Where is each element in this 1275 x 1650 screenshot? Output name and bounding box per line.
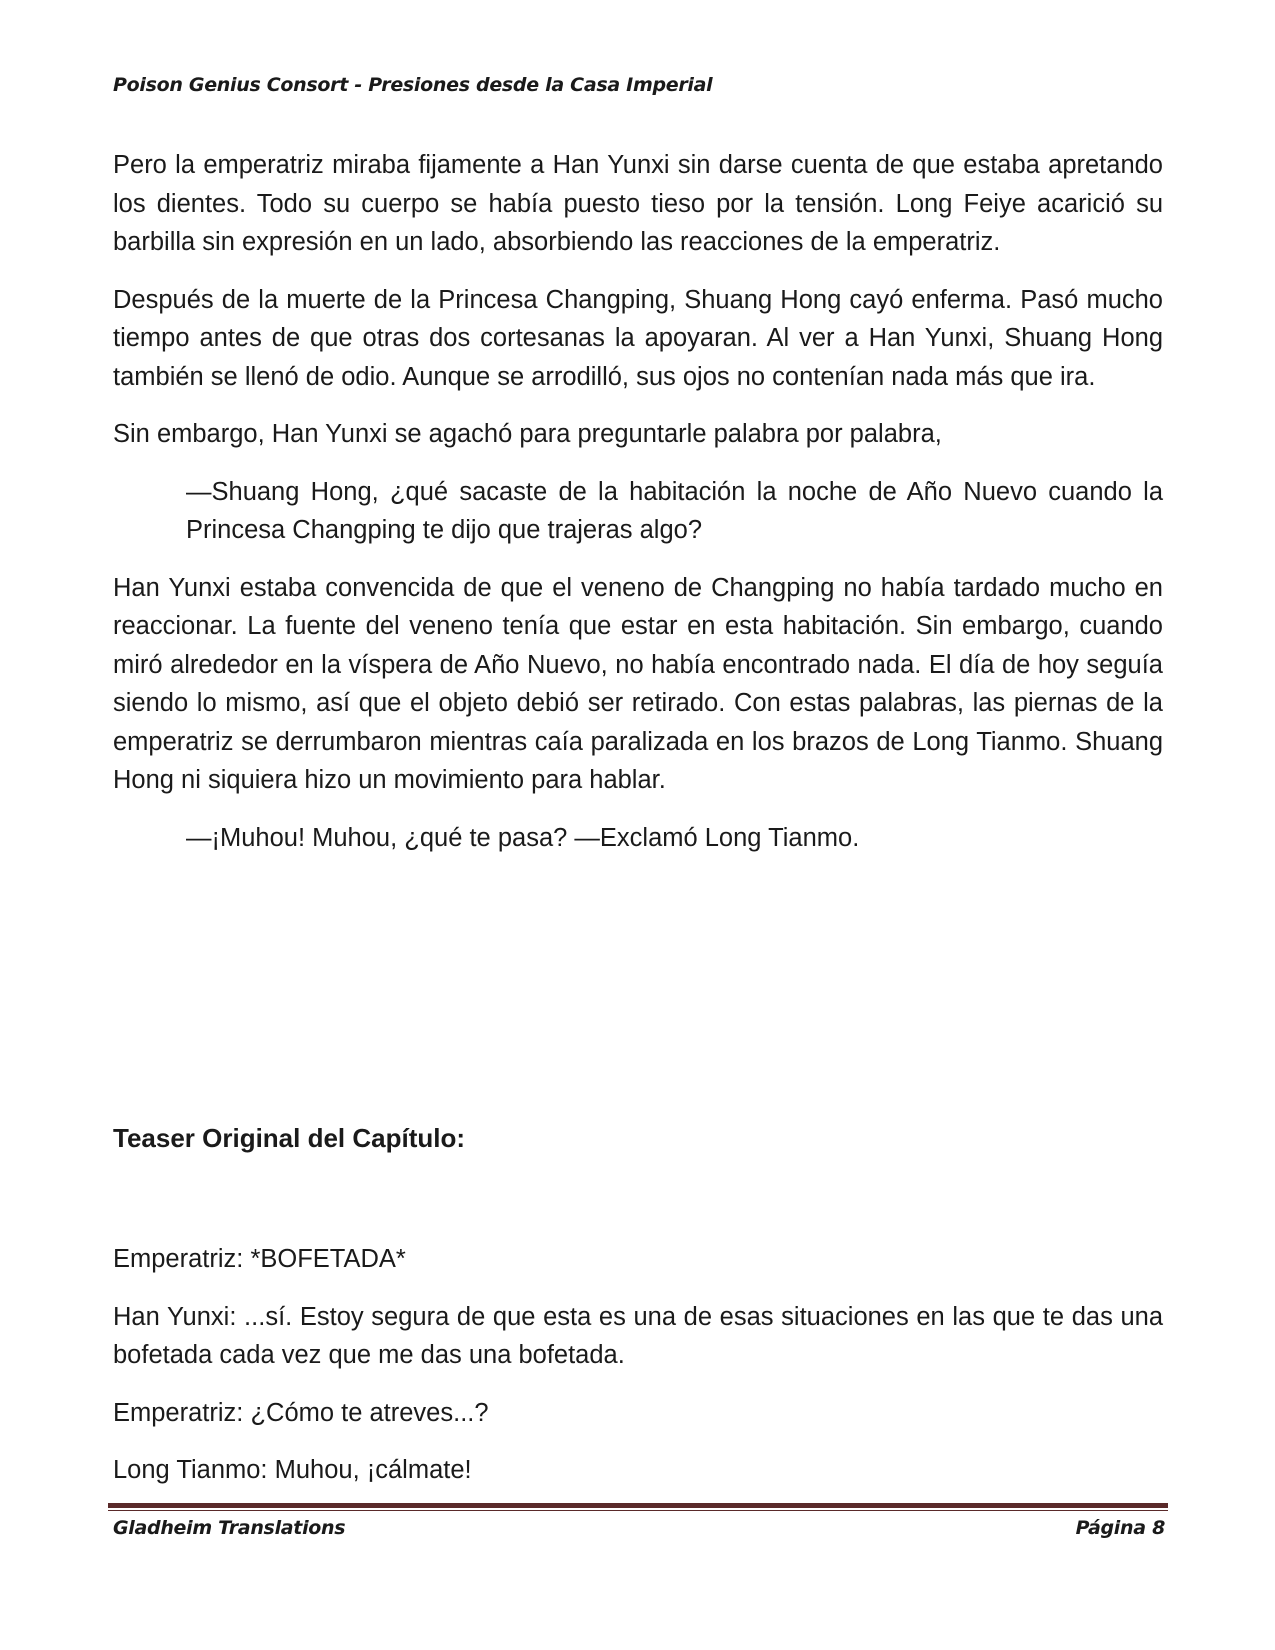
paragraph: Pero la emperatriz miraba fijamente a Han Yunxi sin darse cuenta de que estaba apretando los dientes. Todo su cuerpo se había puesto tieso por la tensión. Long Feiye acarició su barbilla sin expresión en un lado, absorbiendo las reacciones de la emperatriz. xyxy=(113,151,1163,256)
footer-rule-thin xyxy=(108,1510,1168,1511)
teaser-line: Han Yunxi: ...sí. Estoy segura de que esta es una de esas situaciones en las que te das una bofetada cada vez que me das una bofetada. xyxy=(113,1302,1163,1369)
teaser-section xyxy=(113,1240,1163,1509)
teaser-line: Emperatriz: ¿Cómo te atreves...? xyxy=(113,1398,489,1427)
teaser-line: Emperatriz: *BOFETADA* xyxy=(113,1245,406,1273)
chapter-body xyxy=(113,146,1163,876)
dialogue-paragraph: —¡Muhou! Muhou, ¿qué te pasa? —Exclamó Long Tianmo. xyxy=(186,823,860,852)
paragraph: Después de la muerte de la Princesa Changping, Shuang Hong cayó enferma. Pasó mucho tiempo antes de que otras dos cortesanas la apoyaran. Al ver a Han Yunxi, Shuang Hong también se llenó de odio. Aunque se arrodilló, sus ojos no contenían nada más que ira. xyxy=(113,285,1163,391)
footer-rule xyxy=(108,1503,1168,1508)
teaser-line: Long Tianmo: Muhou, ¡cálmate! xyxy=(113,1456,472,1484)
paragraph: Sin embargo, Han Yunxi se agachó para preguntarle palabra por palabra, xyxy=(113,420,942,448)
paragraph: Han Yunxi estaba convencida de que el veneno de Changping no había tardado mucho en reaccionar. La fuente del veneno tenía que estar en esta habitación. Sin embargo, cuando miró alrededor en la víspera de Año Nuevo, no había encontrado nada. El día de hoy seguía siendo lo mismo, así que el objeto debió ser retirado. Con estas palabras, las piernas de la emperatriz se derrumbaron mientras caía paralizada en los brazos de Long Tianmo. Shuang Hong ni siquiera hizo un movimiento para hablar. xyxy=(113,573,1163,794)
running-header: Poison Genius Consort - Presiones desde la Casa Imperial xyxy=(113,74,713,96)
teaser-heading: Teaser Original del Capítulo: xyxy=(113,1123,466,1153)
footer-publisher: Gladheim Translations xyxy=(113,1517,346,1539)
footer-page-number: Página 8 xyxy=(1075,1517,1165,1539)
dialogue-paragraph: —Shuang Hong, ¿qué sacaste de la habitación la noche de Año Nuevo cuando la Princesa Changping te dijo que trajeras algo? xyxy=(186,477,1163,544)
